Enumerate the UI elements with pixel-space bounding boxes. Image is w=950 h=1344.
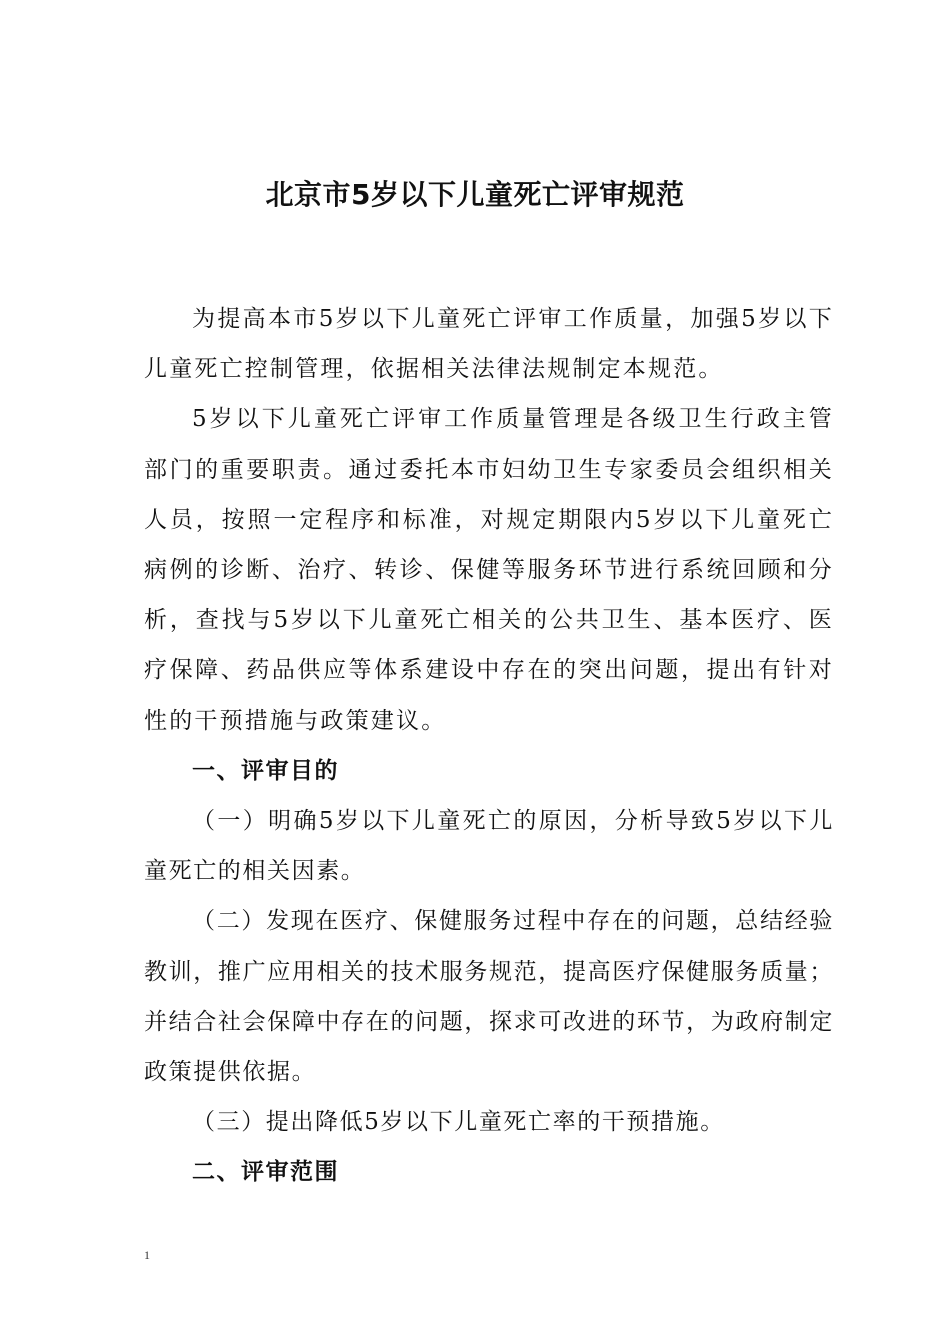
section-2-heading: 二、评审范围 [192, 1159, 339, 1186]
section-1-item-1: （一）明确5岁以下儿童死亡的原因，分析导致5岁以下儿童死亡的相关因素。 [144, 808, 834, 885]
section-1-item-2: （二）发现在医疗、保健服务过程中存在的问题，总结经验教训，推广应用相关的技术服务规范，提高医疗保健服务质量；并结合社会保障中存在的问题，探求可改进的环节，为政府制定政策提供依据。 [144, 908, 834, 1086]
document-body [144, 294, 834, 1198]
section-1-heading: 一、评审目的 [192, 757, 339, 784]
intro-paragraph-2: 5岁以下儿童死亡评审工作质量管理是各级卫生行政主管部门的重要职责。通过委托本市妇幼卫生专家委员会组织相关人员，按照一定程序和标准，对规定期限内5岁以下儿童死亡病例的诊断、治疗、转诊、保健等服务环节进行系统回顾和分析，查找与5岁以下儿童死亡相关的公共卫生、基本医疗、医疗保障、药品供应等体系建设中存在的突出问题，提出有针对性的干预措施与政策建议。 [144, 406, 834, 734]
section-1-item-3: （三）提出降低5岁以下儿童死亡率的干预措施。 [192, 1109, 725, 1136]
document-title: 北京市5岁以下儿童死亡评审规范 [265, 178, 685, 211]
page-number: 1 [144, 1248, 150, 1262]
intro-paragraph-1: 为提高本市5岁以下儿童死亡评审工作质量，加强5岁以下儿童死亡控制管理，依据相关法律法规制定本规范。 [144, 306, 834, 383]
